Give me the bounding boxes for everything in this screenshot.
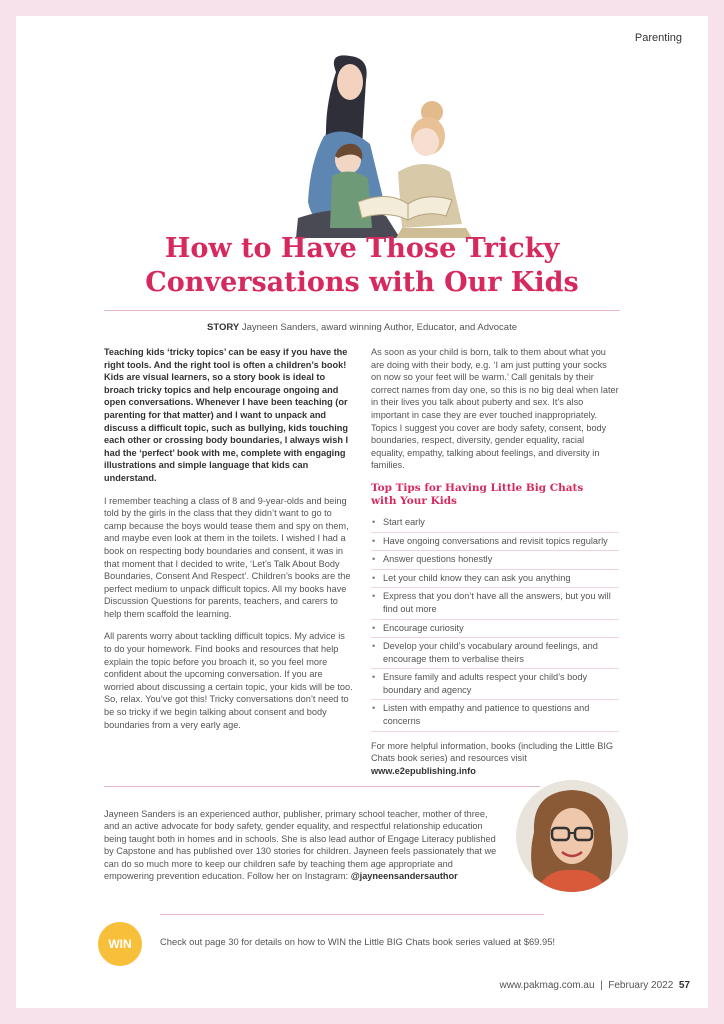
article-title <box>56 232 668 300</box>
byline <box>16 322 708 333</box>
tips-heading-line-1: Top Tips for Having Little Big Chats <box>371 481 584 494</box>
bio-divider <box>104 786 540 787</box>
win-divider <box>160 914 544 915</box>
tip-item: • Start early <box>371 514 619 533</box>
tips-heading-line-2: with Your Kids <box>371 494 457 507</box>
more-info-text: For more helpful information, books (including the Little BIG Chats book series) and resources visit <box>371 740 614 764</box>
article-column-right <box>371 346 619 787</box>
tips-heading <box>371 482 619 508</box>
tip-item: • Express that you don’t have all the answers, but you will find out more <box>371 588 619 619</box>
mother-reading-to-children-illustration <box>266 52 486 238</box>
page-number: 57 <box>678 980 690 991</box>
tips-list <box>371 514 619 732</box>
tip-item: • Answer questions honestly <box>371 551 619 570</box>
section-label: Parenting <box>634 32 682 44</box>
byline-label: STORY <box>206 322 240 333</box>
lead-paragraph: Teaching kids ‘tricky topics’ can be easy if you have the right tools. And the right tool is often a children’s book! Kids are visual learners, so a story book is ideal to broach tricky topics and help encourage ongoing and open conversations. Whenever I have been teaching (or parenting for that matter) and I want to unpack and discuss a difficult topic, such as bullying, kids touching each other or crossing body boundaries, I always wish I had the ‘perfect’ book with me, complete with engaging illustrations and simple language that kids can understand. <box>104 347 349 483</box>
author-photo <box>516 780 628 892</box>
footer-site: www.pakmag.com.au <box>499 980 595 991</box>
tip-item: • Encourage curiosity <box>371 620 619 639</box>
tip-item: • Listen with empathy and patience to questions and concerns <box>371 700 619 731</box>
tip-item: • Have ongoing conversations and revisit topics regularly <box>371 533 619 552</box>
website-link[interactable]: www.e2epublishing.info <box>371 765 476 776</box>
byline-text: Jayneen Sanders, award winning Author, Educator, and Advocate <box>239 322 517 333</box>
tip-item: • Ensure family and adults respect your child’s body boundary and agency <box>371 669 619 700</box>
body-paragraph: All parents worry about tackling difficult topics. My advice is to do your homework. Find books and resources that help explain the topic before you broach it, so you feel more confident about the upcoming conversation. If you are worried about discussing a certain topic, your kids will be too. So, relax. You’ve got this! Tricky conversations don’t need to be so tricky if we begin talking about consent and body boundaries from a very early age. <box>104 631 353 730</box>
footer-separator: | <box>594 980 609 991</box>
article-column-left <box>104 346 354 741</box>
tip-item: • Develop your child’s vocabulary around feelings, and encourage them to verbalise theirs <box>371 638 619 669</box>
body-paragraph: As soon as your child is born, talk to them about what you are doing with their body, e.g. ‘I am just putting your socks on now so your feet will be warm.’ Call genitals by their correct names from day one, so this is no big deal when later in their lives you talk about puberty and sex. It’s also important in case they are ever touched inappropriately. Topics I suggest you cover are body safety, consent, body boundaries, respect, diversity, gender equality, racial equality, empathy, talking about feelings, and diversity in families. <box>371 347 619 471</box>
page-footer <box>500 980 691 991</box>
win-badge: WIN <box>98 922 142 966</box>
footer-date: February 2022 <box>608 980 674 991</box>
magazine-page <box>16 16 708 1008</box>
author-bio <box>104 808 504 882</box>
win-text: Check out page 30 for details on how to WIN the Little BIG Chats book series valued at $69.95! <box>160 936 556 947</box>
bio-text: Jayneen Sanders is an experienced author, publisher, primary school teacher, mother of three, and an active advocate for body safety, gender equality, and respectful relationship education being taught both in homes and in schools. She is also lead author of Engage Literacy published by Capstone and has published over 130 stories for children. Jayneen feels passionately that we can do so much more to keep our children safe by teaching them age appropriate and empowering prevention education. Follow her on Instagram: <box>104 809 497 882</box>
title-line-1: How to Have Those Tricky <box>164 233 560 264</box>
more-info <box>371 740 619 778</box>
title-line-2: Conversations with Our Kids <box>145 267 579 298</box>
instagram-handle[interactable]: @jayneensandersauthor <box>350 871 458 882</box>
title-divider <box>104 310 620 311</box>
tip-item: • Let your child know they can ask you anything <box>371 570 619 589</box>
body-paragraph: I remember teaching a class of 8 and 9-year-olds and being told by the girls in the class that they didn’t want to go to camp because the boys would tease them and spy on them, and maybe even look at them in the toilets. I wished I had a book on respecting body boundaries and consent, it was in that moment that I decided to write, ‘Let’s Talk About Body Boundaries, Consent And Respect’. Children’s books are the perfect medium to unpack difficult topics. All my books have Discussion Questions for parents, teachers, and carers to help them scaffold the learning. <box>104 495 351 619</box>
